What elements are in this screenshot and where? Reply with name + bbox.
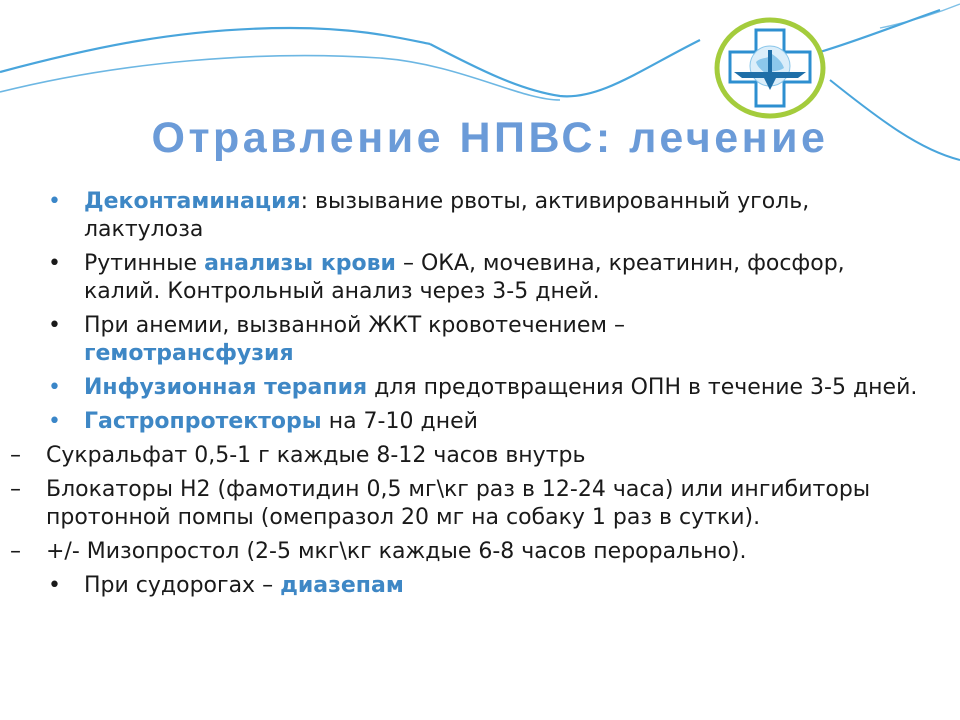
slide-content: [10, 188, 918, 600]
subline-text: Сукральфат 0,5-1 г каждые 8-12 часов внутрь: [46, 443, 586, 468]
highlight-term: гемотрансфузия: [84, 341, 294, 366]
highlight-term: анализы крови: [204, 251, 396, 276]
dash-mark: –: [10, 477, 21, 502]
bullet-item-gastroprotectors: [38, 408, 918, 436]
bullet-text: Рутинные: [84, 251, 205, 276]
bullet-dot-icon: •: [48, 251, 61, 276]
logo-cross-with-airplane-globe-icon: [712, 16, 828, 120]
bullet-item-seizures: [38, 572, 918, 600]
subline-sucralfate: [0, 442, 918, 470]
bullet-dot-icon: •: [48, 189, 61, 214]
bullet-dot-icon: •: [48, 409, 61, 434]
bullet-dot-icon: •: [48, 573, 61, 598]
bullet-text: для предотвращения ОПН в течение 3-5 дней.: [367, 375, 918, 400]
bullet-text: : вызывание рвоты, активированный уголь, лактулоза: [84, 189, 810, 242]
bullet-item-anemia: [38, 312, 918, 368]
subline-h2-blockers: [0, 476, 918, 532]
bullet-text: на 7-10 дней: [321, 409, 478, 434]
bullet-text: – ОКА, мочевина, креатинин, фосфор, калий. Контрольный анализ через 3-5 дней.: [84, 251, 845, 304]
subline-misoprostol: [0, 538, 918, 566]
bullet-text: При анемии, вызванной ЖКТ кровотечением –: [84, 313, 625, 338]
bullet-item-infusion: [38, 374, 918, 402]
slide-title: Отравление НПВС: лечение: [151, 114, 829, 162]
highlight-term: Гастропротекторы: [84, 409, 322, 434]
highlight-term: Деконтаминация: [84, 189, 301, 214]
dash-mark: –: [10, 443, 21, 468]
dash-mark: –: [10, 539, 21, 564]
bullet-item-decontamination: [38, 188, 918, 244]
highlight-term: диазепам: [280, 573, 404, 598]
bullet-text: При судорогах –: [84, 573, 281, 598]
bullet-dot-icon: •: [48, 375, 61, 400]
highlight-term: Инфузионная терапия: [84, 375, 368, 400]
bullet-item-blood-tests: [38, 250, 918, 306]
subline-text: +/- Мизопростол (2-5 мкг\кг каждые 6-8 часов перорально).: [46, 539, 747, 564]
subline-text: Блокаторы Н2 (фамотидин 0,5 мг\кг раз в 12-24 часа) или ингибиторы протонной помпы (омепразол 20 мг на собаку 1 раз в сутки).: [46, 477, 871, 530]
bullet-dot-icon: •: [48, 313, 61, 338]
